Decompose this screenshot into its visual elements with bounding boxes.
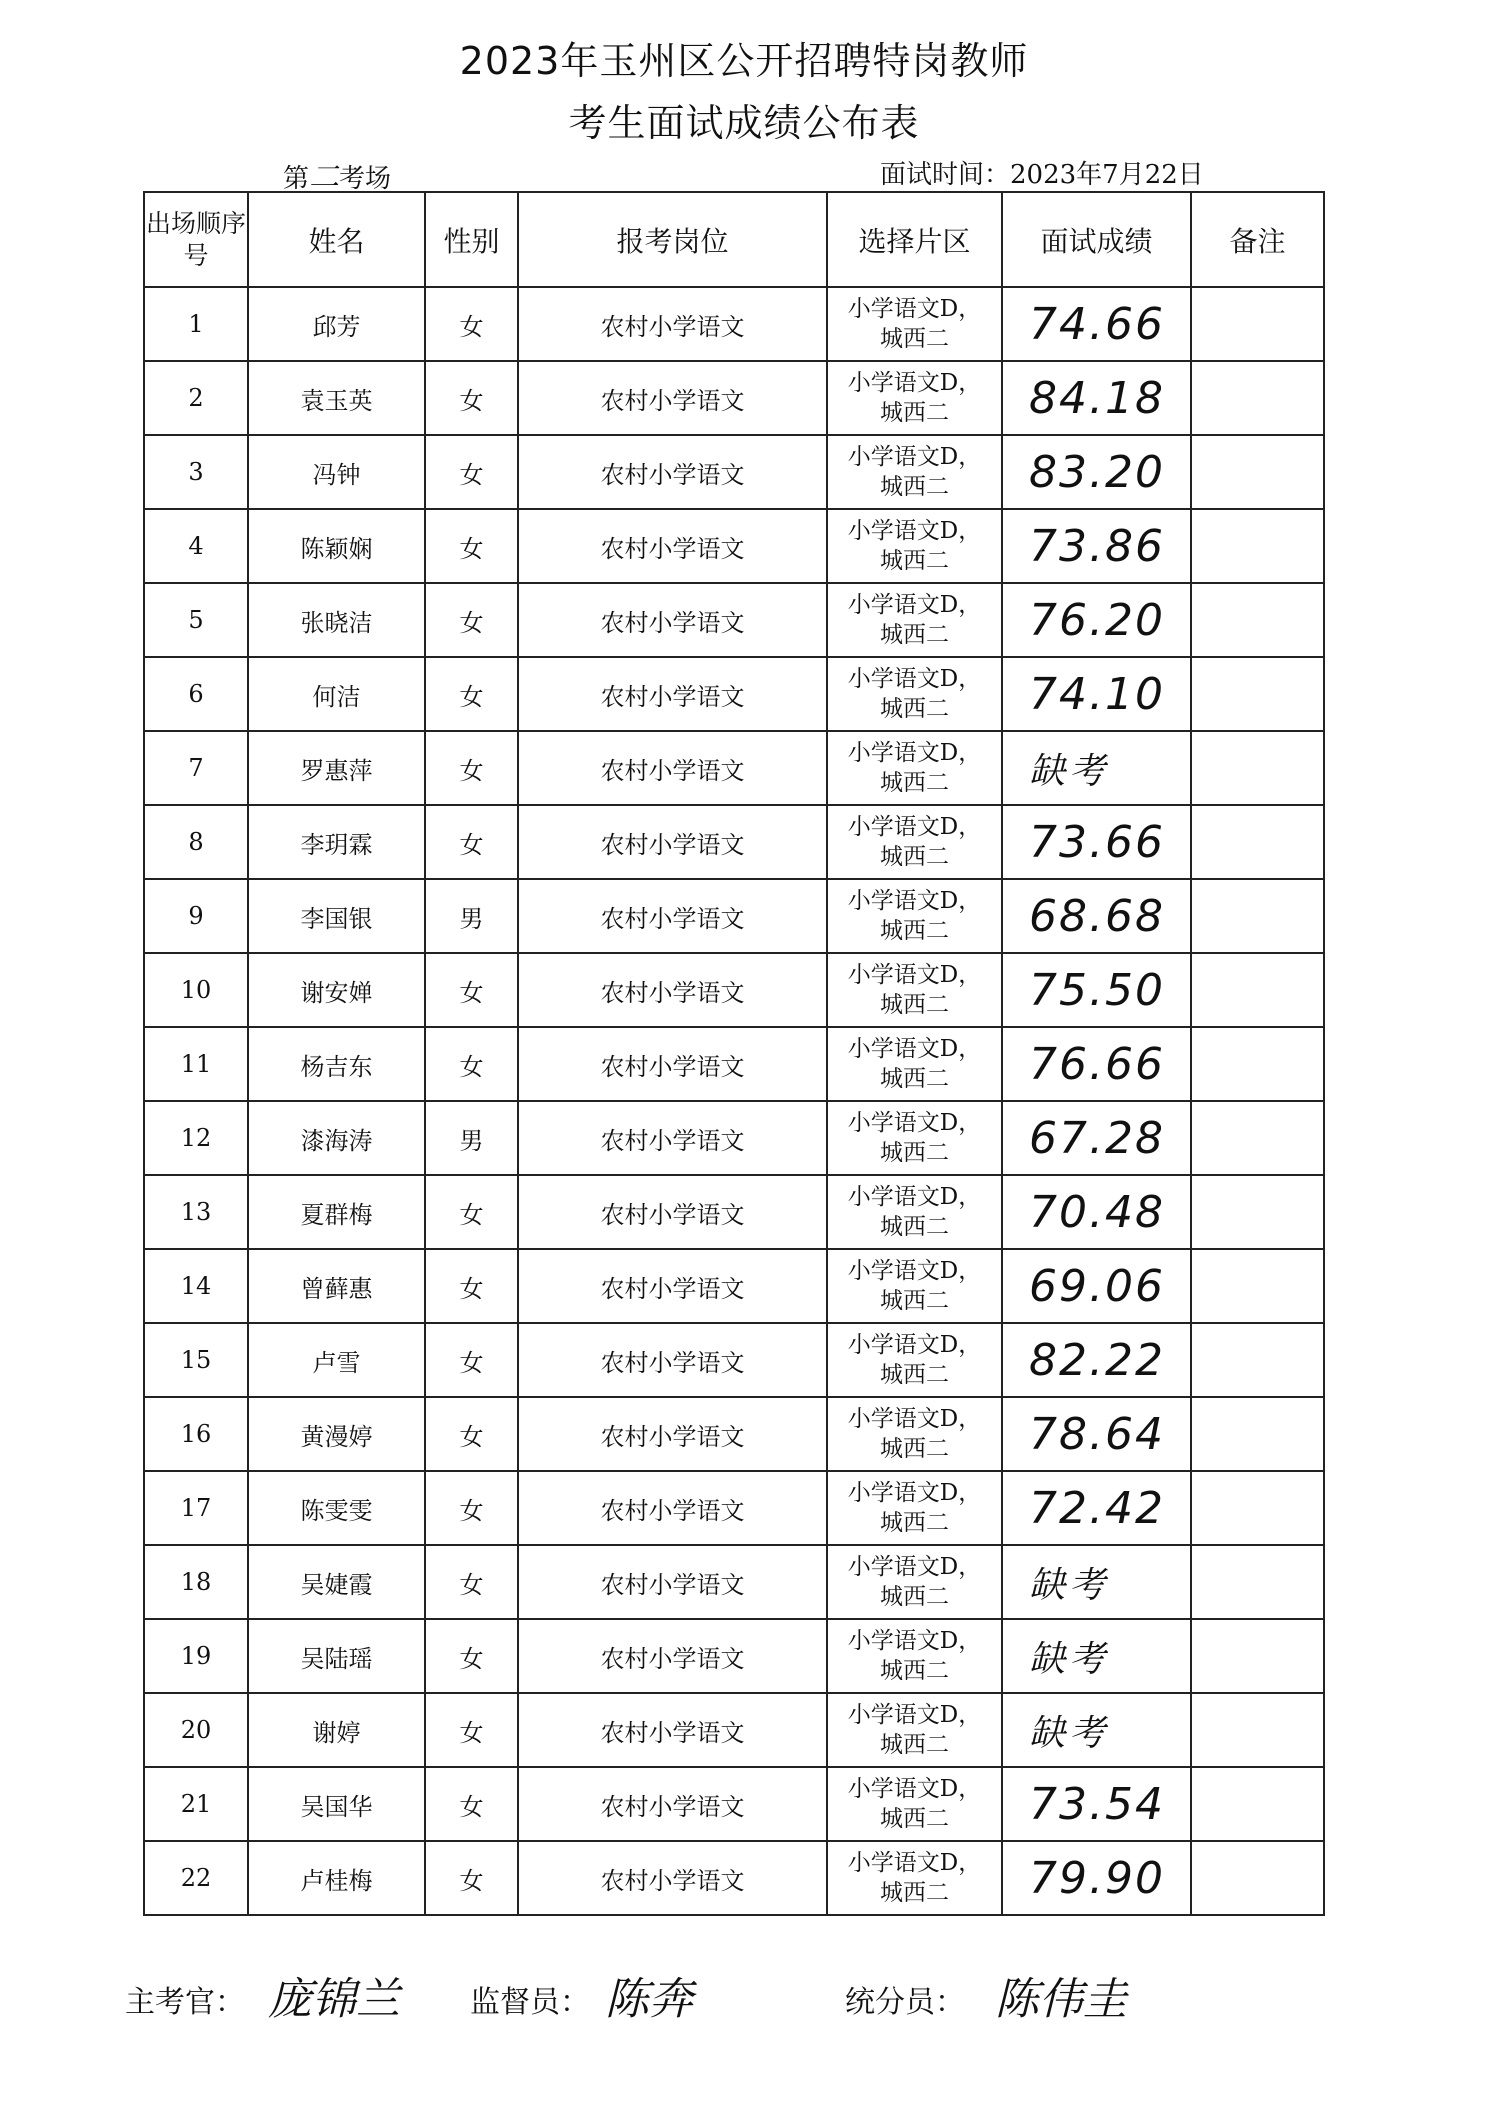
row-gender: 女: [425, 1767, 518, 1841]
row-score: 76.20: [1002, 583, 1191, 657]
row-name: 吴陆瑶: [248, 1619, 425, 1693]
row-position: 农村小学语文: [518, 1619, 827, 1693]
row-score: 73.86: [1002, 509, 1191, 583]
row-gender: 女: [425, 1397, 518, 1471]
row-seq: 5: [144, 583, 248, 657]
row-gender: 男: [425, 1101, 518, 1175]
row-remark: [1191, 1027, 1324, 1101]
table-row: [144, 1545, 1324, 1619]
row-region-line2: 城西二: [880, 1584, 949, 1610]
row-position: 农村小学语文: [518, 1397, 827, 1471]
row-gender: 女: [425, 1545, 518, 1619]
row-gender: 男: [425, 879, 518, 953]
row-region-line1: 小学语文D，: [847, 518, 982, 544]
row-name: 夏群梅: [248, 1175, 425, 1249]
interview-time: 面试时间：2023年7月22日: [880, 160, 1204, 190]
row-remark: [1191, 1767, 1324, 1841]
row-remark: [1191, 1101, 1324, 1175]
row-region-line2: 城西二: [880, 1880, 949, 1906]
row-seq: 6: [144, 657, 248, 731]
supervisor-label: 监督员：: [470, 1985, 590, 2020]
row-region-line2: 城西二: [880, 548, 949, 574]
row-gender: 女: [425, 731, 518, 805]
table-row: [144, 1175, 1324, 1249]
row-position: 农村小学语文: [518, 1101, 827, 1175]
row-region-line1: 小学语文D，: [847, 592, 982, 618]
row-gender: 女: [425, 361, 518, 435]
row-position: 农村小学语文: [518, 953, 827, 1027]
row-score: 缺考: [1002, 1619, 1191, 1693]
row-gender: 女: [425, 1471, 518, 1545]
row-remark: [1191, 1323, 1324, 1397]
row-position: 农村小学语文: [518, 1841, 827, 1915]
table-header-row: [144, 192, 1324, 287]
row-remark: [1191, 1249, 1324, 1323]
row-score: 缺考: [1002, 1545, 1191, 1619]
row-region: [827, 509, 1002, 583]
row-region-line2: 城西二: [880, 1658, 949, 1684]
table-row: [144, 953, 1324, 1027]
row-position: 农村小学语文: [518, 1249, 827, 1323]
signature-footer: [0, 1955, 1488, 2035]
row-region: [827, 805, 1002, 879]
row-position: 农村小学语文: [518, 879, 827, 953]
row-region-line2: 城西二: [880, 1732, 949, 1758]
table-row: [144, 1767, 1324, 1841]
row-name: 吴国华: [248, 1767, 425, 1841]
row-name: 卢雪: [248, 1323, 425, 1397]
row-position: 农村小学语文: [518, 1693, 827, 1767]
row-name: 邱芳: [248, 287, 425, 361]
table-row: [144, 1619, 1324, 1693]
row-gender: 女: [425, 657, 518, 731]
row-seq: 2: [144, 361, 248, 435]
row-region-line2: 城西二: [880, 844, 949, 870]
row-region-line1: 小学语文D，: [847, 1480, 982, 1506]
header-region: 选择片区: [827, 192, 1002, 287]
row-remark: [1191, 1471, 1324, 1545]
row-region: [827, 1545, 1002, 1619]
score-table: [143, 191, 1325, 1916]
row-region-line1: 小学语文D，: [847, 666, 982, 692]
row-score: 67.28: [1002, 1101, 1191, 1175]
row-position: 农村小学语文: [518, 583, 827, 657]
row-name: 杨吉东: [248, 1027, 425, 1101]
venue-number: 二: [309, 160, 340, 195]
table-row: [144, 805, 1324, 879]
row-name: 袁玉英: [248, 361, 425, 435]
row-score: 76.66: [1002, 1027, 1191, 1101]
row-gender: 女: [425, 435, 518, 509]
table-row: [144, 1249, 1324, 1323]
row-gender: 女: [425, 583, 518, 657]
row-region: [827, 1323, 1002, 1397]
row-remark: [1191, 509, 1324, 583]
row-remark: [1191, 953, 1324, 1027]
row-remark: [1191, 583, 1324, 657]
row-seq: 4: [144, 509, 248, 583]
row-seq: 14: [144, 1249, 248, 1323]
row-region: [827, 361, 1002, 435]
row-region-line2: 城西二: [880, 1436, 949, 1462]
header-seq: 出场顺序号: [144, 192, 248, 287]
row-name: 吴婕霞: [248, 1545, 425, 1619]
venue-label: [283, 152, 391, 196]
row-region-line1: 小学语文D，: [847, 1110, 982, 1136]
row-remark: [1191, 1619, 1324, 1693]
row-region-line2: 城西二: [880, 1806, 949, 1832]
row-position: 农村小学语文: [518, 1175, 827, 1249]
row-score: 84.18: [1002, 361, 1191, 435]
row-region-line1: 小学语文D，: [847, 1702, 982, 1728]
row-region-line2: 城西二: [880, 992, 949, 1018]
row-name: 黄漫婷: [248, 1397, 425, 1471]
row-region-line2: 城西二: [880, 696, 949, 722]
row-gender: 女: [425, 805, 518, 879]
row-region-line1: 小学语文D，: [847, 962, 982, 988]
row-region-line1: 小学语文D，: [847, 1554, 982, 1580]
row-region: [827, 1249, 1002, 1323]
row-gender: 女: [425, 1323, 518, 1397]
table-row: [144, 1471, 1324, 1545]
row-region-line2: 城西二: [880, 918, 949, 944]
row-position: 农村小学语文: [518, 509, 827, 583]
row-name: 陈雯雯: [248, 1471, 425, 1545]
row-region: [827, 879, 1002, 953]
row-seq: 8: [144, 805, 248, 879]
row-seq: 21: [144, 1767, 248, 1841]
header-score: 面试成绩: [1002, 192, 1191, 287]
row-seq: 10: [144, 953, 248, 1027]
row-position: 农村小学语文: [518, 1545, 827, 1619]
row-seq: 11: [144, 1027, 248, 1101]
row-name: 李国银: [248, 879, 425, 953]
row-score: 72.42: [1002, 1471, 1191, 1545]
row-name: 张晓洁: [248, 583, 425, 657]
row-region: [827, 287, 1002, 361]
row-region-line2: 城西二: [880, 1362, 949, 1388]
row-remark: [1191, 1545, 1324, 1619]
row-region-line1: 小学语文D，: [847, 814, 982, 840]
row-region: [827, 435, 1002, 509]
row-region: [827, 1397, 1002, 1471]
table-row: [144, 1101, 1324, 1175]
row-name: 罗惠萍: [248, 731, 425, 805]
row-region-line1: 小学语文D，: [847, 1628, 982, 1654]
table-row: [144, 509, 1324, 583]
row-gender: 女: [425, 509, 518, 583]
row-region-line1: 小学语文D，: [847, 1776, 982, 1802]
row-region-line2: 城西二: [880, 326, 949, 352]
table-row: [144, 361, 1324, 435]
row-gender: 女: [425, 1619, 518, 1693]
row-score: 68.68: [1002, 879, 1191, 953]
row-region-line2: 城西二: [880, 1510, 949, 1536]
row-region: [827, 1175, 1002, 1249]
header-gender: 性别: [425, 192, 518, 287]
row-gender: 女: [425, 1027, 518, 1101]
row-region: [827, 1841, 1002, 1915]
row-region-line1: 小学语文D，: [847, 1184, 982, 1210]
row-region-line2: 城西二: [880, 1140, 949, 1166]
examiner-signature: 庞锦兰: [268, 1974, 400, 2025]
row-name: 李玥霖: [248, 805, 425, 879]
venue-prefix: 第: [283, 164, 310, 194]
supervisor-signature: 陈奔: [605, 1974, 693, 2025]
row-gender: 女: [425, 1175, 518, 1249]
row-score: 缺考: [1002, 731, 1191, 805]
row-score: 69.06: [1002, 1249, 1191, 1323]
row-region-line2: 城西二: [880, 474, 949, 500]
row-remark: [1191, 731, 1324, 805]
row-remark: [1191, 657, 1324, 731]
row-score: 79.90: [1002, 1841, 1191, 1915]
row-position: 农村小学语文: [518, 435, 827, 509]
row-gender: 女: [425, 1841, 518, 1915]
scorer-signature: 陈伟圭: [995, 1974, 1127, 2025]
row-position: 农村小学语文: [518, 805, 827, 879]
row-region: [827, 1101, 1002, 1175]
row-region-line2: 城西二: [880, 770, 949, 796]
row-region-line1: 小学语文D，: [847, 444, 982, 470]
row-name: 冯钟: [248, 435, 425, 509]
row-score: 缺考: [1002, 1693, 1191, 1767]
row-seq: 17: [144, 1471, 248, 1545]
table-row: [144, 1397, 1324, 1471]
row-score: 82.22: [1002, 1323, 1191, 1397]
row-region: [827, 1027, 1002, 1101]
row-gender: 女: [425, 953, 518, 1027]
row-region-line1: 小学语文D，: [847, 888, 982, 914]
table-row: [144, 879, 1324, 953]
row-remark: [1191, 1693, 1324, 1767]
title-line-1: 2023年玉州区公开招聘特岗教师: [459, 39, 1029, 83]
row-region: [827, 1693, 1002, 1767]
table-row: [144, 657, 1324, 731]
row-remark: [1191, 1175, 1324, 1249]
row-region-line1: 小学语文D，: [847, 296, 982, 322]
row-seq: 12: [144, 1101, 248, 1175]
row-remark: [1191, 879, 1324, 953]
table-row: [144, 435, 1324, 509]
row-name: 卢桂梅: [248, 1841, 425, 1915]
row-position: 农村小学语文: [518, 657, 827, 731]
row-seq: 13: [144, 1175, 248, 1249]
row-region-line1: 小学语文D，: [847, 1036, 982, 1062]
row-region: [827, 1767, 1002, 1841]
row-score: 74.66: [1002, 287, 1191, 361]
table-row: [144, 583, 1324, 657]
table-row: [144, 1027, 1324, 1101]
row-score: 73.54: [1002, 1767, 1191, 1841]
title-line-2: 考生面试成绩公布表: [568, 101, 920, 145]
row-seq: 22: [144, 1841, 248, 1915]
row-position: 农村小学语文: [518, 1767, 827, 1841]
row-position: 农村小学语文: [518, 1323, 827, 1397]
row-score: 74.10: [1002, 657, 1191, 731]
row-remark: [1191, 435, 1324, 509]
table-row: [144, 1693, 1324, 1767]
row-region: [827, 953, 1002, 1027]
row-seq: 3: [144, 435, 248, 509]
row-remark: [1191, 805, 1324, 879]
header-remark: 备注: [1191, 192, 1324, 287]
row-score: 70.48: [1002, 1175, 1191, 1249]
table-row: [144, 1323, 1324, 1397]
row-name: 曾藓惠: [248, 1249, 425, 1323]
row-region-line2: 城西二: [880, 1066, 949, 1092]
row-region-line2: 城西二: [880, 400, 949, 426]
row-score: 78.64: [1002, 1397, 1191, 1471]
row-position: 农村小学语文: [518, 731, 827, 805]
row-remark: [1191, 1397, 1324, 1471]
row-region-line1: 小学语文D，: [847, 1258, 982, 1284]
row-region-line1: 小学语文D，: [847, 1406, 982, 1432]
row-name: 陈颖娴: [248, 509, 425, 583]
row-region: [827, 1619, 1002, 1693]
row-region-line2: 城西二: [880, 1214, 949, 1240]
row-name: 何洁: [248, 657, 425, 731]
row-region: [827, 583, 1002, 657]
row-name: 谢安婵: [248, 953, 425, 1027]
row-seq: 15: [144, 1323, 248, 1397]
row-region: [827, 731, 1002, 805]
row-region: [827, 657, 1002, 731]
row-gender: 女: [425, 1249, 518, 1323]
row-position: 农村小学语文: [518, 287, 827, 361]
row-score: 73.66: [1002, 805, 1191, 879]
row-name: 谢婷: [248, 1693, 425, 1767]
row-seq: 18: [144, 1545, 248, 1619]
row-region-line2: 城西二: [880, 622, 949, 648]
row-seq: 9: [144, 879, 248, 953]
row-name: 漆海涛: [248, 1101, 425, 1175]
scorer-label: 统分员：: [845, 1985, 965, 2020]
table-row: [144, 287, 1324, 361]
row-remark: [1191, 361, 1324, 435]
row-seq: 20: [144, 1693, 248, 1767]
header-position: 报考岗位: [518, 192, 827, 287]
row-region-line1: 小学语文D，: [847, 740, 982, 766]
header-name: 姓名: [248, 192, 425, 287]
row-remark: [1191, 1841, 1324, 1915]
row-gender: 女: [425, 287, 518, 361]
examiner-label: 主考官：: [125, 1985, 245, 2020]
row-region-line1: 小学语文D，: [847, 1850, 982, 1876]
row-seq: 1: [144, 287, 248, 361]
row-score: 83.20: [1002, 435, 1191, 509]
row-seq: 16: [144, 1397, 248, 1471]
table-row: [144, 1841, 1324, 1915]
row-position: 农村小学语文: [518, 1027, 827, 1101]
venue-suffix: 考场: [339, 164, 392, 194]
row-position: 农村小学语文: [518, 361, 827, 435]
row-gender: 女: [425, 1693, 518, 1767]
row-region: [827, 1471, 1002, 1545]
row-region-line1: 小学语文D，: [847, 1332, 982, 1358]
row-remark: [1191, 287, 1324, 361]
row-position: 农村小学语文: [518, 1471, 827, 1545]
row-region-line2: 城西二: [880, 1288, 949, 1314]
row-score: 75.50: [1002, 953, 1191, 1027]
row-seq: 7: [144, 731, 248, 805]
table-row: [144, 731, 1324, 805]
row-seq: 19: [144, 1619, 248, 1693]
row-region-line1: 小学语文D，: [847, 370, 982, 396]
